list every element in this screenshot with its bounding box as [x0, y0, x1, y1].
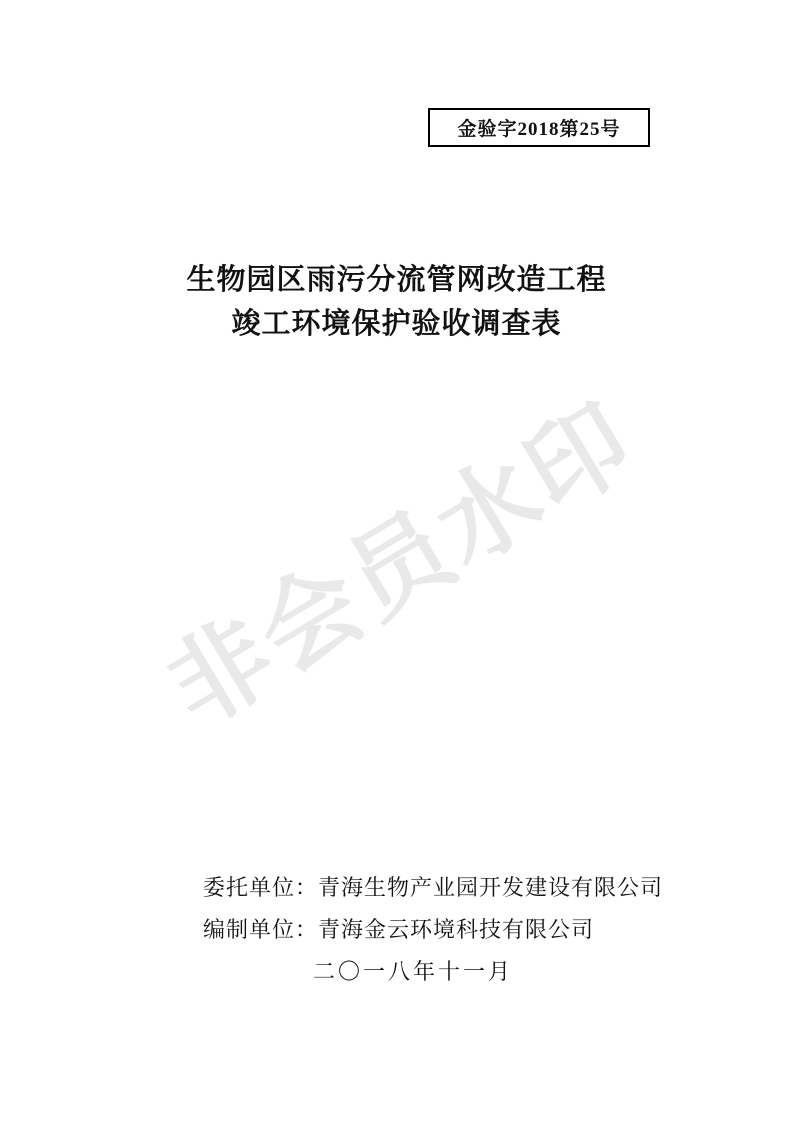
doc-number-box [428, 108, 650, 147]
compiling-unit-value: 青海金云环境科技有限公司 [318, 917, 595, 942]
title-line-2: 竣工环境保护验收调查表 [231, 308, 562, 340]
title-line-1: 生物园区雨污分流管网改造工程 [186, 264, 607, 296]
date-line: 二〇一八年十一月 [313, 959, 514, 984]
doc-title [0, 258, 793, 346]
footer-block [203, 867, 663, 993]
entrusting-unit-label: 委托单位： [203, 875, 319, 900]
compiling-unit-label: 编制单位： [203, 917, 319, 942]
entrusting-unit-row [203, 867, 663, 909]
entrusting-unit-value: 青海生物产业园开发建设有限公司 [318, 875, 664, 900]
watermark-text: 非会员水印 [150, 383, 654, 747]
doc-number-text: 金验字2018第25号 [457, 119, 621, 140]
compiling-unit-row [203, 909, 663, 951]
